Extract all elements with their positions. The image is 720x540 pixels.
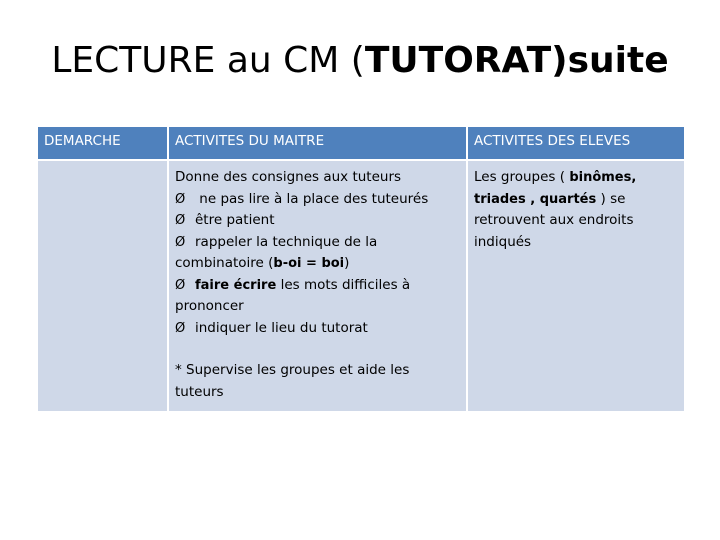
spacer [175,339,460,360]
maitre-note: * Supervise les groupes et aide les [175,362,410,378]
header-demarche: DEMARCHE [37,126,168,160]
maitre-intro: Donne des consignes aux tuteurs [175,169,402,185]
header-activites-eleves: ACTIVITES DES ELEVES [467,126,685,160]
list-item: Ø faire écrire les mots difficiles à [175,275,460,297]
title-part-2: TUTORAT)suite [364,40,669,81]
activities-table [36,125,686,413]
cell-activites-maitre [168,160,467,412]
eleves-line: triades , quartés ) se [474,190,626,207]
eleves-line: Les groupes ( binômes, [474,169,637,185]
arrow-bullet-icon: Ø [175,234,186,250]
header-activites-maitre: ACTIVITES DU MAITRE [168,126,467,160]
table-header-row [37,126,685,160]
title-part-1: LECTURE au CM ( [51,40,365,81]
slide-title [0,40,720,81]
arrow-bullet-icon: Ø [175,277,186,293]
eleves-line: retrouvent aux endroits [474,212,634,228]
list-item: Ø indiquer le lieu du tutorat [175,318,460,340]
arrow-bullet-icon: Ø [175,191,186,207]
cell-demarche [37,160,168,412]
list-item-continuation: prononcer [175,298,244,314]
arrow-bullet-icon: Ø [175,213,186,228]
list-item-continuation: combinatoire (b-oi = boi) [175,255,350,271]
eleves-line: indiqués [474,233,532,250]
maitre-note-continuation: tuteurs [175,383,224,400]
list-item: Ø ne pas lire à la place des tuteurés [175,189,460,211]
list-item: Ø être patient [175,210,460,232]
arrow-bullet-icon: Ø [175,320,186,336]
list-item: Ø rappeler la technique de la [175,232,460,254]
cell-activites-eleves [467,160,685,412]
table-row [37,160,685,412]
